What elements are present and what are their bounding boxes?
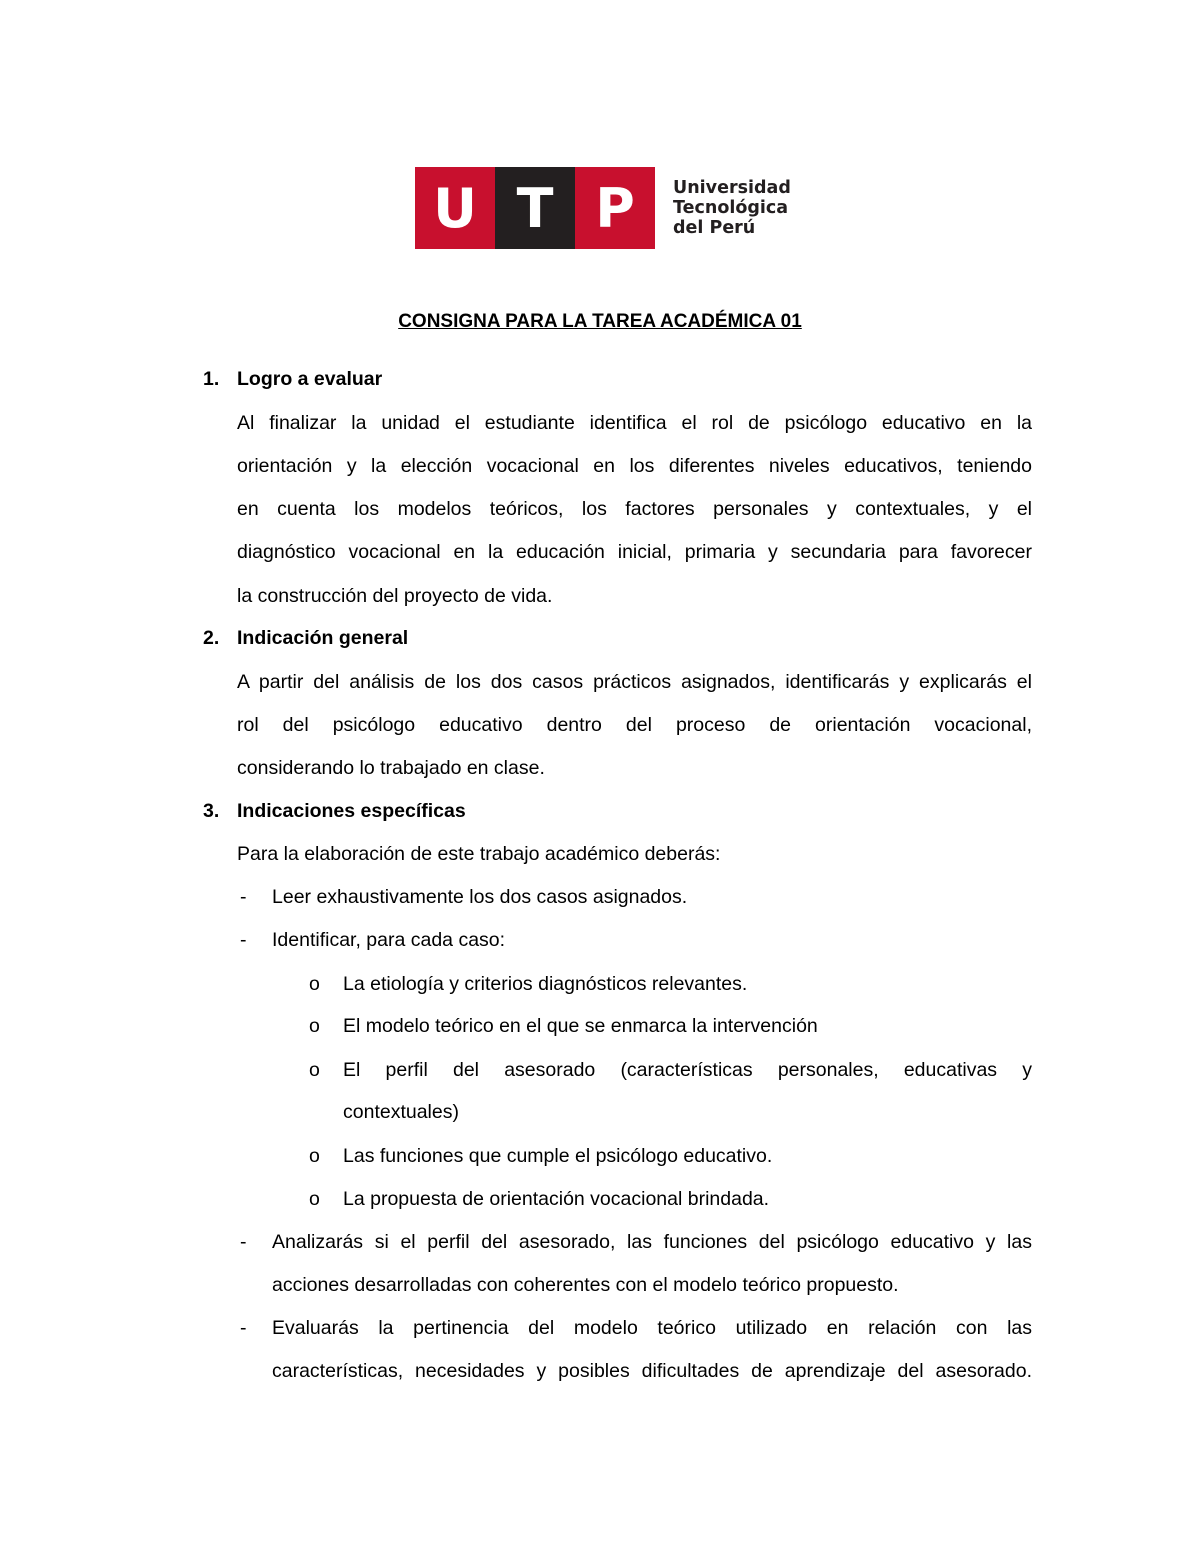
- sub-bullet-line: El modelo teórico en el que se enmarca la intervención: [343, 1015, 818, 1037]
- sub-bullet-marker: o: [309, 1145, 320, 1167]
- section-heading: Indicación general: [237, 627, 409, 649]
- bullet-line: Evaluarás la pertinencia del modelo teórico utilizado en relación con las: [272, 1317, 1032, 1339]
- paragraph-line: orientación y la elección vocacional en los diferentes niveles educativos, teniendo: [237, 455, 1032, 477]
- logo-letter-p: P: [575, 167, 655, 249]
- paragraph-line: A partir del análisis de los dos casos prácticos asignados, identificarás y explicarás el: [237, 671, 1032, 693]
- bullet-line: características, necesidades y posibles dificultades de aprendizaje del asesorado.: [272, 1360, 1032, 1382]
- bullet-marker: -: [240, 1317, 247, 1339]
- bullet-line: acciones desarrolladas con coherentes con el modelo teórico propuesto.: [272, 1274, 899, 1296]
- sub-bullet-marker: o: [309, 1188, 320, 1210]
- paragraph-line: Para la elaboración de este trabajo académico deberás:: [237, 843, 721, 865]
- bullet-marker: -: [240, 929, 247, 951]
- paragraph-line: rol del psicólogo educativo dentro del proceso de orientación vocacional,: [237, 714, 1032, 736]
- sub-bullet-marker: o: [309, 1015, 320, 1037]
- logo-letter-u: U: [415, 167, 495, 249]
- paragraph-line: en cuenta los modelos teóricos, los factores personales y contextuales, y el: [237, 498, 1032, 520]
- document-title: CONSIGNA PARA LA TAREA ACADÉMICA 01: [398, 311, 802, 332]
- sub-bullet-line: El perfil del asesorado (características personales, educativas y: [343, 1059, 1032, 1081]
- logo-name-line: Tecnológica: [673, 198, 789, 218]
- logo-university-name: [673, 167, 791, 249]
- section-heading: Logro a evaluar: [237, 368, 383, 390]
- sub-bullet-line: contextuales): [343, 1101, 459, 1123]
- sub-bullet-line: La propuesta de orientación vocacional brindada.: [343, 1188, 770, 1210]
- sub-bullet-marker: o: [309, 973, 320, 995]
- bullet-marker: -: [240, 886, 247, 908]
- bullet-line: Leer exhaustivamente los dos casos asignados.: [272, 886, 688, 908]
- bullet-line: Identificar, para cada caso:: [272, 929, 506, 951]
- logo-name-line: Universidad: [673, 178, 791, 198]
- paragraph-line: Al finalizar la unidad el estudiante identifica el rol de psicólogo educativo en la: [237, 412, 1032, 434]
- paragraph-line: diagnóstico vocacional en la educación inicial, primaria y secundaria para favorecer: [237, 541, 1032, 563]
- bullet-line: Analizarás si el perfil del asesorado, las funciones del psicólogo educativo y las: [272, 1231, 1032, 1253]
- sub-bullet-line: La etiología y criterios diagnósticos relevantes.: [343, 973, 748, 995]
- section-number: 3.: [203, 800, 220, 822]
- paragraph-line: la construcción del proyecto de vida.: [237, 585, 553, 607]
- section-number: 1.: [203, 368, 220, 390]
- sub-bullet-line: Las funciones que cumple el psicólogo educativo.: [343, 1145, 773, 1167]
- paragraph-line: considerando lo trabajado en clase.: [237, 757, 545, 779]
- section-heading: Indicaciones específicas: [237, 800, 466, 822]
- section-number: 2.: [203, 627, 220, 649]
- logo-letter-t: T: [495, 167, 575, 249]
- utp-logo: [415, 167, 791, 249]
- sub-bullet-marker: o: [309, 1059, 320, 1081]
- logo-name-line: del Perú: [673, 218, 756, 238]
- bullet-marker: -: [240, 1231, 247, 1253]
